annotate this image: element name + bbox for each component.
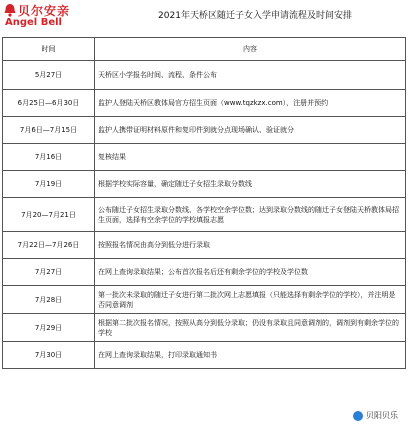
watermark	[350, 409, 401, 422]
header-content: 内容	[95, 38, 406, 61]
row-time: 7月30日	[3, 342, 95, 369]
row-content: 在网上查询录取结果，打印录取通知书	[95, 342, 406, 369]
table-row	[3, 314, 406, 342]
header-time: 时间	[3, 38, 95, 61]
bell-logo-icon	[3, 3, 17, 17]
page-title: 2021年天桥区随迁子女入学申请流程及时间安排	[158, 11, 352, 21]
table-row	[3, 61, 406, 90]
row-content: 根据学校实际容量，确定随迁子女招生录取分数线	[95, 171, 406, 198]
table-row	[3, 198, 406, 232]
row-content: 复核结果	[95, 144, 406, 171]
row-content: 公布随迁子女招生录取分数线、各学校空余学位数；达到录取分数线的随迁子女登陆天桥教体局招生页面，选择有空余学位的学校填报志愿	[95, 198, 406, 232]
row-time: 7月20—7月21日	[3, 198, 95, 232]
row-time: 7月22日—7月26日	[3, 232, 95, 259]
table-row	[3, 144, 406, 171]
row-content: 天桥区小学报名时间、流程、条件公布	[95, 61, 406, 90]
row-time: 6月25日—6月30日	[3, 90, 95, 117]
row-content: 在网上查询录取结果；公布首次报名后还有剩余学位的学校及学位数	[95, 259, 406, 286]
table-row	[3, 117, 406, 144]
table-row	[3, 286, 406, 314]
row-content: 监护人登陆天桥区教体局官方招生页面（www.tqzkzx.com），注册并预约	[95, 90, 406, 117]
table-row	[3, 90, 406, 117]
table-row	[3, 171, 406, 198]
table-row	[3, 342, 406, 369]
row-content: 监护人携带证明材料原件和复印件到就分点现场确认、验证就分	[95, 117, 406, 144]
logo	[3, 2, 103, 30]
table-row	[3, 232, 406, 259]
row-content: 第一批次未录取的随迁子女进行第二批次网上志愿填报（只能选择有剩余学位的学校），并注明是否同意调剂	[95, 286, 406, 314]
schedule-table	[2, 37, 406, 369]
row-time: 7月19日	[3, 171, 95, 198]
watermark-text: 贝阳贝乐	[366, 411, 398, 420]
row-content: 按照报名情况由高分到低分进行录取	[95, 232, 406, 259]
row-time: 7月29日	[3, 314, 95, 342]
logo-en-text: Angel Bell	[5, 17, 62, 28]
wechat-account-icon	[353, 411, 363, 421]
table-header-row	[3, 38, 406, 61]
row-time: 7月27日	[3, 259, 95, 286]
row-time: 7月16日	[3, 144, 95, 171]
logo-cn-text: 贝尔安亲	[18, 4, 71, 18]
row-content: 根据第二批次报名情况，按照从高分到低分录取；仍没有录取且同意调剂的，调剂到有剩余学位的学校	[95, 314, 406, 342]
table-row	[3, 259, 406, 286]
row-time: 7月28日	[3, 286, 95, 314]
row-time: 5月27日	[3, 61, 95, 90]
header	[0, 0, 409, 32]
row-time: 7月6日—7月15日	[3, 117, 95, 144]
